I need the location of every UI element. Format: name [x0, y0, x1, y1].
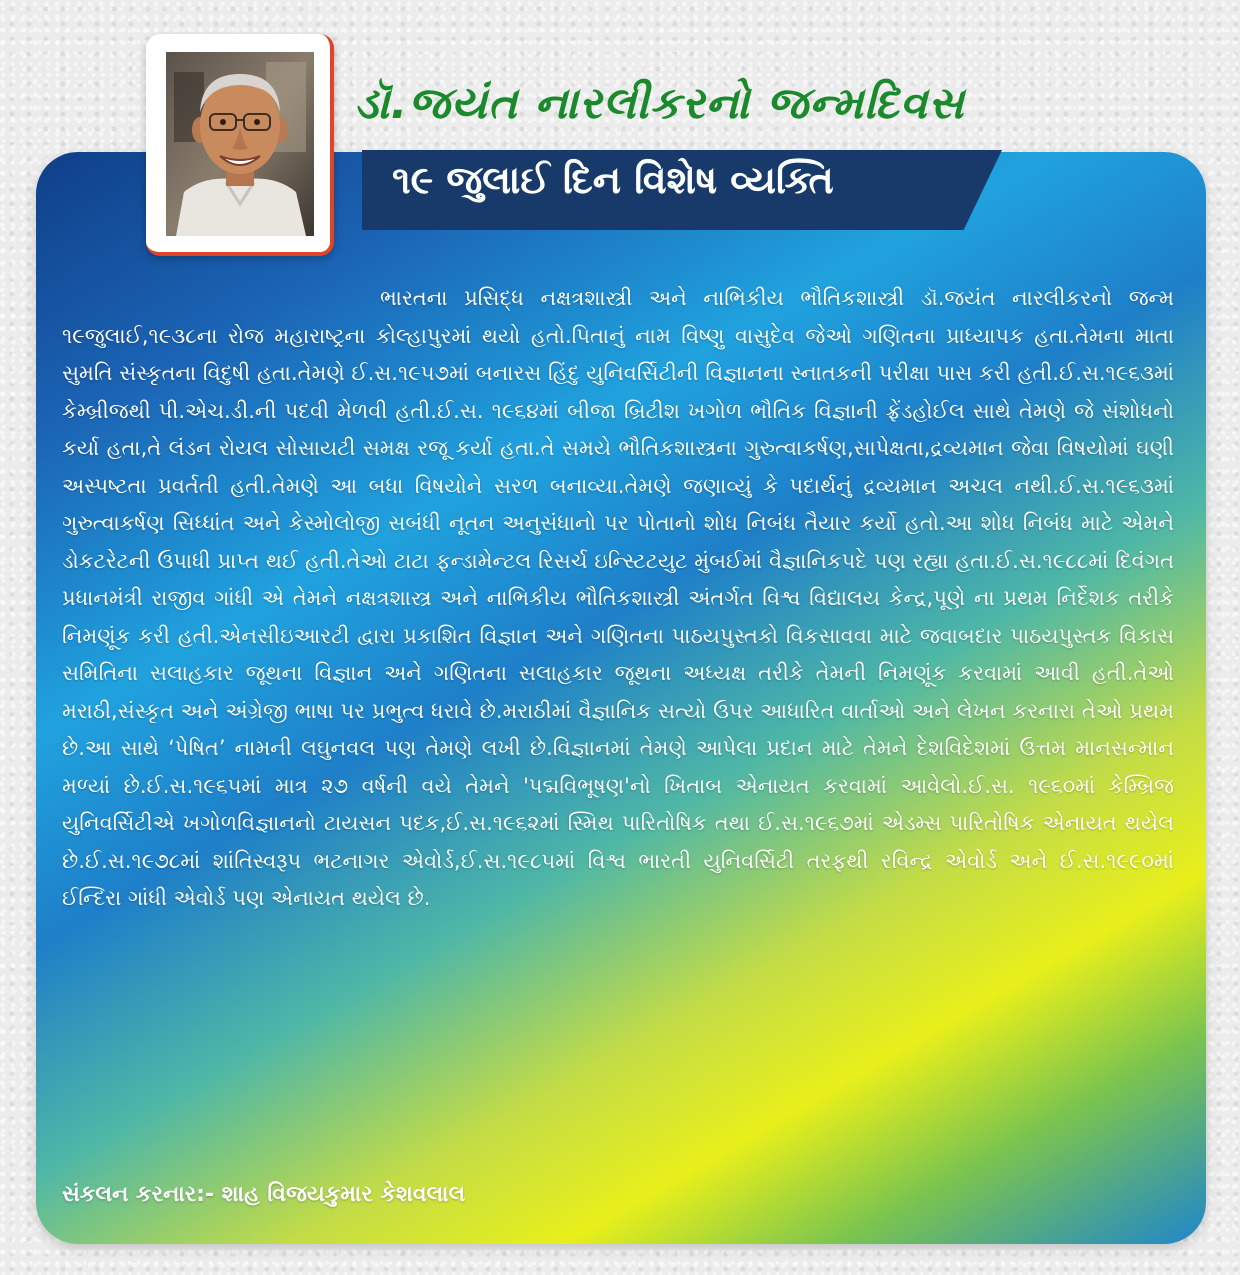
page-title: ડૉ.જયંત નારલીકરનો જન્મદિવસ	[354, 78, 965, 129]
portrait-frame	[146, 34, 334, 256]
subtitle-text: ૧૯ જુલાઈ દિન વિશેષ વ્યક્તિ	[392, 158, 834, 202]
compiler-credit: સંકલન કરનાર:- શાહ વિજયકુમાર કેશવલાલ	[62, 1182, 466, 1207]
article-body: ભારતના પ્રસિદ્ધ નક્ષત્રશાસ્ત્રી અને નાભિકીય ભૌતિકશાસ્ત્રી ડૉ.જયંત નારલીકરનો જન્મ ૧૯જુલાઈ,૧૯૩૮ના રોજ મહારાષ્ટ્રના કોલ્હાપુરમાં થયો હતો.પિતાનું નામ વિષ્ણુ વાસુદેવ જેઓ ગણિતના પ્રાધ્યાપક હતા.તેમના માતા સુમતિ સંસ્કૃતના વિદુષી હતા.તેમણે ઈ.સ.૧૯૫૭માં બનારસ હિંદુ યુનિવર્સિટીની વિજ્ઞાનના સ્નાતકની પરીક્ષા પાસ કરી હતી.ઈ.સ.૧૯૬૩માં કેમ્બ્રીજથી પી.એચ.ડી.ની પદવી મેળવી હતી.ઈ.સ. ૧૯૬૪માં બીજા બ્રિટીશ ખગોળ ભૌતિક વિજ્ઞાની ફ્રેંડહોઈલ સાથે તેમણે જે સંશોધનો કર્યા હતા,તે લંડન રોયલ સોસાયટી સમક્ષ રજૂ કર્યા હતા.તે સમયે ભૌતિકશાસ્ત્રના ગુરુત્વાકર્ષણ,સાપેક્ષતા,દ્રવ્યમાન જેવા વિષયોમાં ઘણી અસ્પષ્ટતા પ્રવર્તતી હતી.તેમણે આ બધા વિષયોને સરળ બનાવ્યા.તેમણે જણાવ્યું કે પદાર્થનું દ્રવ્યમાન અચલ નથી.ઈ.સ.૧૯૬૩માં ગુરુત્વાકર્ષણ સિધ્ધાંત અને કેસ્મોલોજી સબંધી નૂતન અનુસંધાનો પર પોતાનો શોધ નિબંધ તૈયાર કર્યો હતો.આ શોધ નિબંધ માટે એમને ડોકટરેટની ઉપાધી પ્રાપ્ત થઈ હતી.તેઓ ટાટા ફન્ડામેન્ટલ રિસર્ચ ઇન્સ્ટિટયુટ મુંબઈમાં વૈજ્ઞાનિકપદે પણ રહ્યા હતા.ઈ.સ.૧૯૮૮માં દિવંગત પ્રધાનમંત્રી રાજીવ ગાંધી એ તેમને નક્ષત્રશાસ્ત્ર અને નાભિકીય ભૌતિકશાસ્ત્રી અંતર્ગત વિશ્વ વિદ્યાલય કેન્દ્ર,પૂણે ના પ્રથમ નિર્દેશક તરીકે નિમણૂંક કરી હતી.એનસીઇઆરટી દ્વારા પ્રકાશિત વિજ્ઞાન અને ગણિતના પાઠયપુસ્તકો વિકસાવવા માટે જવાબદાર પાઠયપુસ્તક વિકાસ સમિતિના સલાહકાર જૂથના વિજ્ઞાન અને ગણિતના સલાહકાર જૂથના અધ્યક્ષ તરીકે તેમની નિમણૂંક કરવામાં આવી હતી.તેઓ મરાઠી,સંસ્કૃત અને અંગ્રેજી ભાષા પર પ્રભુત્વ ધરાવે છે.મરાઠીમાં વૈજ્ઞાનિક સત્યો ઉપર આધારિત વાર્તાઓ અને લેખન કરનારા તેઓ પ્રથમ છે.આ સાથે ‘પેષિત’ નામની લઘુનવલ પણ તેમણે લખી છે.વિજ્ઞાનમાં તેમણે આપેલા પ્રદાન માટે તેમને દેશવિદેશમાં ઉત્તમ માનસન્માન મળ્યાં છે.ઈ.સ.૧૯૬૫માં માત્ર ૨૭ વર્ષની વયે તેમને 'પદ્મવિભૂષણ'નો ખિતાબ એનાયત કરવામાં આવેલો.ઈ.સ. ૧૯૬૦માં કેમ્બ્રિજ યુનિવર્સિટીએ ખગોળવિજ્ઞાનનો ટાયસન પદક,ઈ.સ.૧૯૬૨માં સ્મિથ પારિતોષિક તથા ઈ.સ.૧૯૬૭માં એડમ્સ પારિતોષિક એનાયત થયેલ છે.ઈ.સ.૧૯૭૮માં શાંતિસ્વરૂપ ભટનાગર એવોર્ડ,ઈ.સ.૧૯૮૫માં વિશ્વ ભારતી યુનિવર્સિટી તરફથી રવિન્દ્ર એવોર્ડ અને ઈ.સ.૧૯૯૦માં ઈન્દિરા ગાંધી એવોર્ડ પણ એનાયત થયેલ છે.	[62, 286, 1174, 910]
portrait-photo	[166, 52, 314, 236]
